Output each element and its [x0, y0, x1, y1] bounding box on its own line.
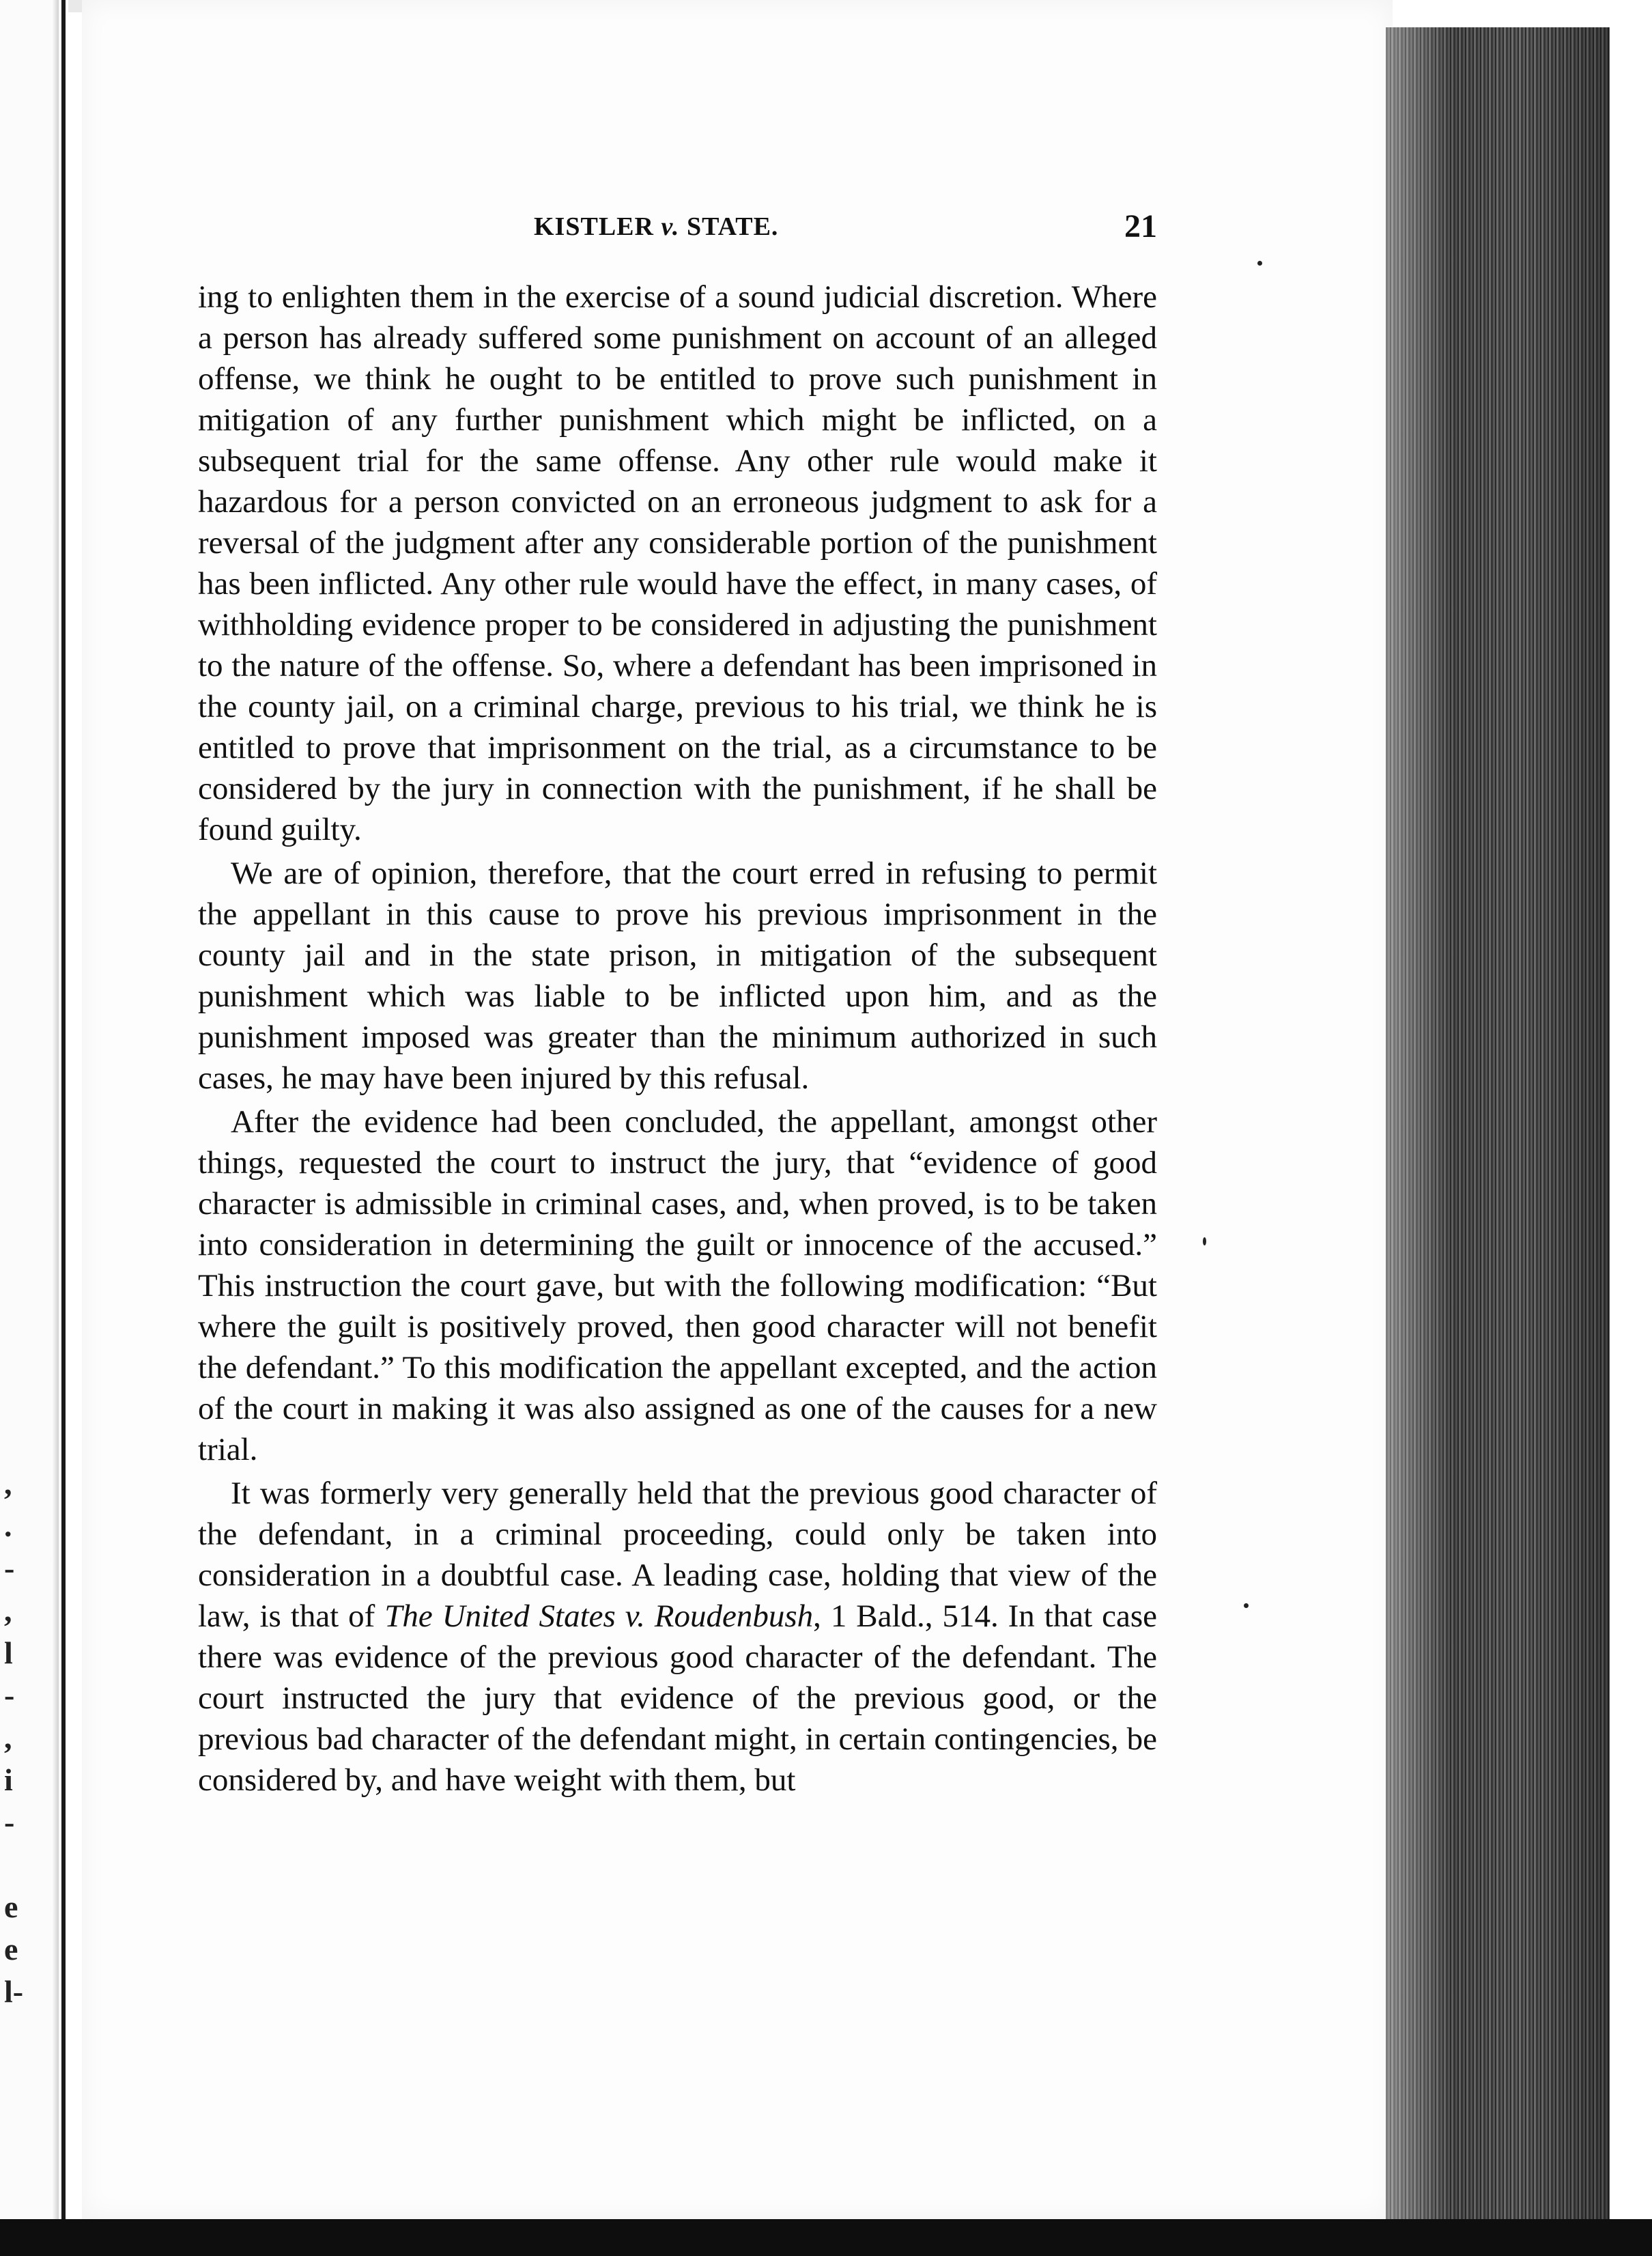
page-edges: [1386, 27, 1610, 2226]
body-text: [198, 277, 1157, 1801]
running-title: [534, 212, 778, 242]
case-citation-name: The United States v. Roudenbush: [384, 1598, 814, 1634]
page-number: 21: [1124, 208, 1157, 244]
bottom-edge: [0, 2219, 1652, 2256]
running-title-v: v.: [661, 212, 680, 241]
spine-shadow: [52, 0, 59, 2256]
scan-speck: [1257, 261, 1262, 266]
right-margin: [1610, 0, 1652, 2256]
paragraph-text-before: It was formerly very generally held that the previous good character of the defendant, in a criminal proceeding, could only be taken into consideration in a doubtful case. A leading case, holding that view of the law, is that of: [198, 1476, 1157, 1634]
running-head: [198, 205, 1157, 259]
facing-page-fragments: , . - , l - , i - e e l-: [4, 1466, 24, 2009]
facing-page-edge: [0, 0, 66, 2256]
paragraph-instruction: After the evidence had been concluded, the appellant, amongst other things, requested the court to instruct the jury, that “evidence of good character is admissible in criminal cases, and, when proved, is to be taken into consideration in determining the guilt or innocence of the accused.” This instruction the court gave, but with the following modification: “But where the guilt is positively proved, then good character will not benefit the defendant.” To this modification the appellant excepted, and the action of the court in making it was also assigned as one of the causes for a new trial.: [198, 1104, 1157, 1467]
paragraph-opinion: We are of opinion, therefore, that the court erred in refusing to permit the appellant in this cause to prove his previous imprisonment in the county jail and in the state prison, in mitigation of the subsequent punishment which was liable to be inflicted upon him, and as the punishment imposed was greater than the minimum authorized in such cases, he may have been injured by this refusal.: [198, 856, 1157, 1096]
paragraph-text-after: , 1 Bald., 514. In that case there was evidence of the previous good character of the defendant. The court instructed the jury that evidence of the previous good, or the previous bad character of the defendant might, in certain contingencies, be considered by, and have weight with them, but: [198, 1598, 1157, 1798]
paragraph-good-character: [198, 1473, 1157, 1801]
running-title-post: STATE.: [679, 212, 779, 241]
scan-speck: [1244, 1603, 1249, 1608]
running-title-pre: KISTLER: [534, 212, 661, 241]
paragraph-continued: ing to enlighten them in the exercise of a sound judicial discretion. Where a person has already suffered some punishment on account of an alleged offense, we think he ought to be entitled to prove such punishment in mitigation of any further punishment which might be inflicted, on a subsequent trial for the same offense. Any other rule would make it hazardous for a person convicted on an erroneous judgment to ask for a reversal of the judgment after any considerable portion of the punishment has been inflicted. Any other rule would have the effect, in many cases, of withholding evidence proper to be considered in adjusting the punishment to the nature of the offense. So, where a defendant has been imprisoned in the county jail, on a criminal charge, previous to his trial, we think he is entitled to prove that imprisonment on the trial, as a circumstance to be considered by the jury in connection with the punishment, if he shall be found guilty.: [198, 279, 1157, 847]
scan-speck: [1203, 1237, 1206, 1245]
